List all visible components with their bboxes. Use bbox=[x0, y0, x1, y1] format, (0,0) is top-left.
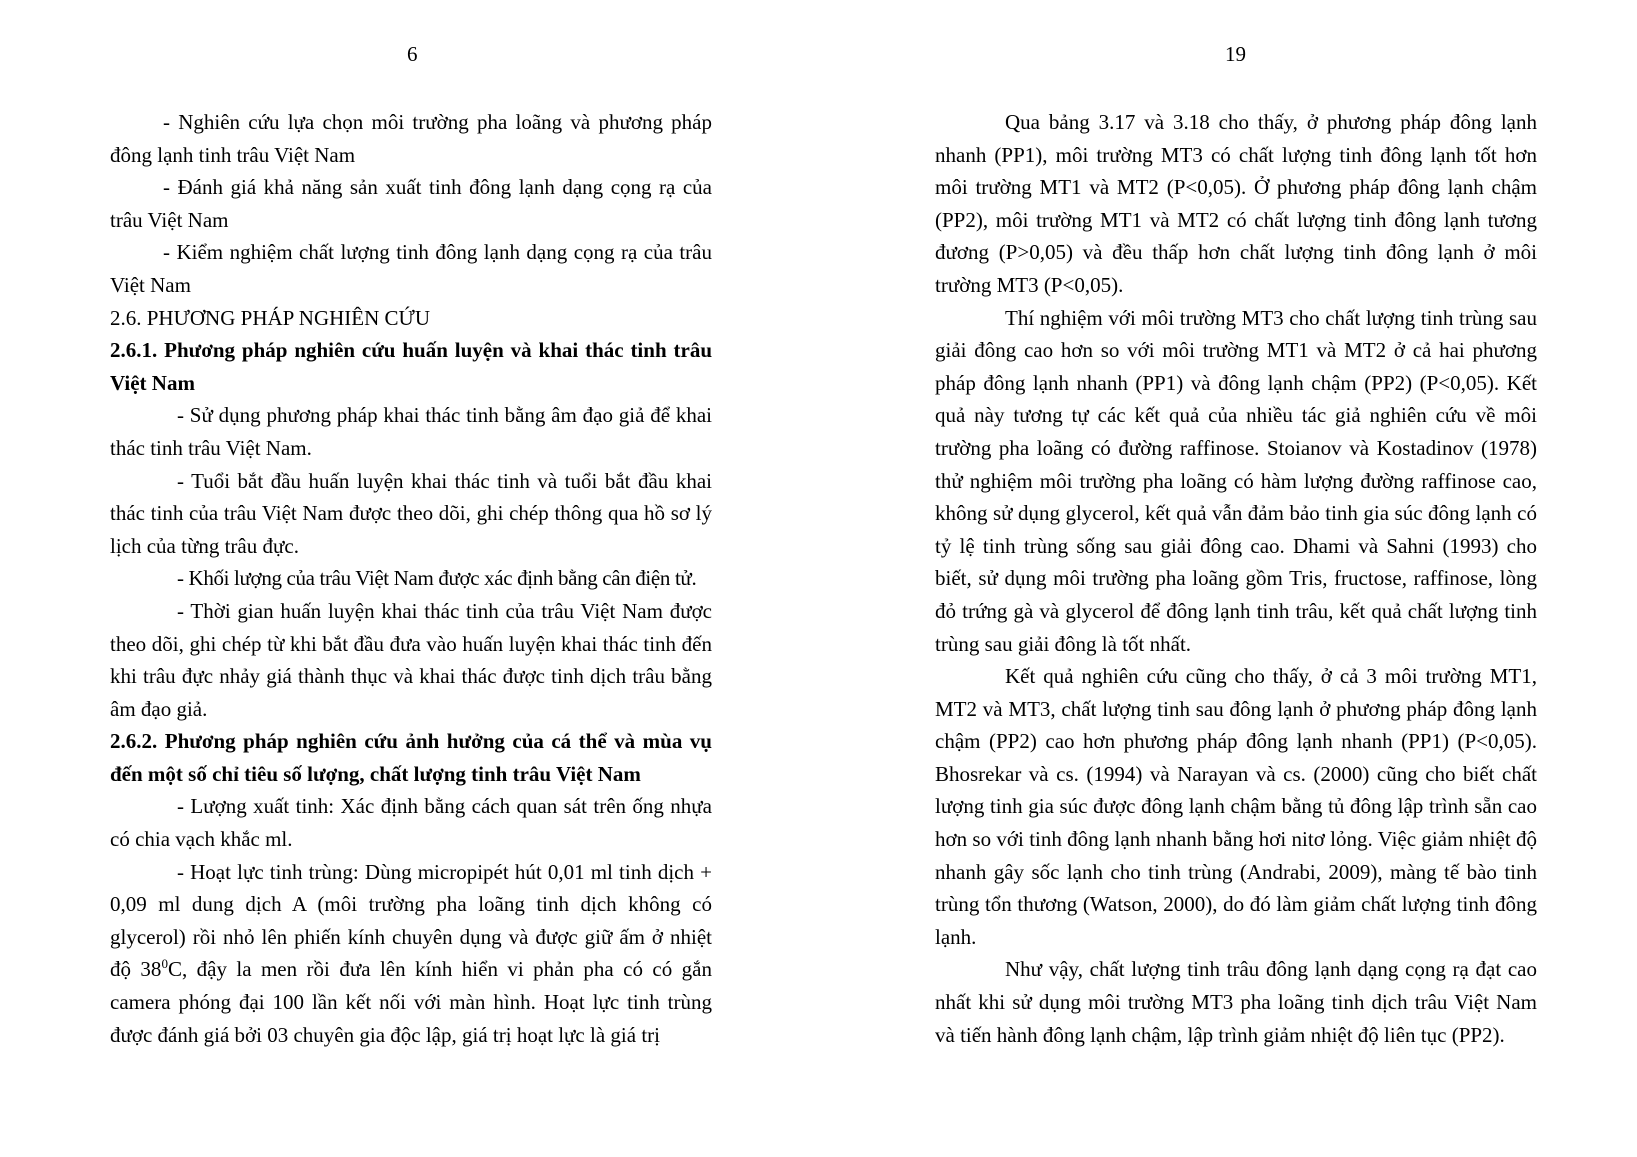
paragraph: - Thời gian huấn luyện khai thác tinh của trâu Việt Nam được theo dõi, ghi chép từ khi bắt đầu đưa vào huấn luyện khai thác tinh đến khi trâu đực nhảy giá thành thục và khai thác được tinh dịch trâu bằng âm đạo giả. bbox=[110, 598, 712, 721]
paragraph: - Đánh giá khả năng sản xuất tinh đông lạnh dạng cọng rạ của trâu Việt Nam bbox=[110, 175, 712, 232]
paragraph: - Lượng xuất tinh: Xác định bằng cách quan sát trên ống nhựa có chia vạch khắc ml. bbox=[110, 794, 712, 852]
paragraph: - Nghiên cứu lựa chọn môi trường pha loãng và phương pháp đông lạnh tinh trâu Việt Nam bbox=[110, 110, 712, 167]
paragraph: Thí nghiệm với môi trường MT3 cho chất lượng tinh trùng sau giải đông cao hơn so với môi trường MT1 và MT2 ở cả hai phương pháp đông lạnh nhanh (PP1) và đông lạnh chậm (PP2) (P<0,05). Kết quả này tương tự các kết quả của nhiều tác giả nghiên cứu về môi trường pha loãng có đường raffinose. Stoianov và Kostadinov (1978) thử nghiệm môi trường pha loãng có hàm lượng đường raffinose cao, không sử dụng glycerol, kết quả vẫn đảm bảo tinh gia súc đông lạnh có tỷ lệ tinh trùng sống sau giải đông cao. Dhami và Sahni (1993) cho biết, sử dụng môi trường pha loãng gồm Tris, fructose, raffinose, lòng đỏ trứng gà và glycerol để đông lạnh tinh trâu, kết quả chất lượng tinh trùng sau giải đông là tốt nhất. bbox=[935, 305, 1537, 656]
superscript: 0 bbox=[161, 956, 168, 972]
paragraph: Qua bảng 3.17 và 3.18 cho thấy, ở phương pháp đông lạnh nhanh (PP1), môi trường MT3 có chất lượng tinh đông lạnh tốt hơn môi trường MT1 và MT2 (P<0,05). Ở phương pháp đông lạnh chậm (PP2), môi trường MT1 và MT2 có chất lượng tinh đông lạnh tương đương (P>0,05) và đều thấp hơn chất lượng tinh đông lạnh ở môi trường MT3 (P<0,05). bbox=[935, 110, 1537, 297]
right-page-body bbox=[935, 106, 1537, 1051]
paragraph bbox=[110, 856, 712, 1052]
page-number: 19 bbox=[1225, 42, 1246, 66]
section-heading: 2.6. PHƯƠNG PHÁP NGHIÊN CỨU bbox=[110, 305, 430, 330]
page-number: 6 bbox=[407, 42, 418, 66]
paragraph: Kết quả nghiên cứu cũng cho thấy, ở cả 3 môi trường MT1, MT2 và MT3, chất lượng tinh sau đông lạnh ở phương pháp đông lạnh chậm (PP2) cao hơn phương pháp đông lạnh nhanh (PP1) (P<0,05). Bhosrekar và cs. (1994) và Narayan và cs. (2000) cũng cho biết chất lượng tinh gia súc được đông lạnh chậm bằng tủ đông lập trình sẵn cao hơn so với tinh đông lạnh nhanh bằng hơi nitơ lỏng. Việc giảm nhiệt độ nhanh gây sốc lạnh cho tinh trùng (Andrabi, 2009), màng tế bào tinh trùng tổn thương (Watson, 2000), do đó làm giảm chất lượng tinh đông lạnh. bbox=[935, 664, 1537, 949]
paragraph-text: - Hoạt lực tinh trùng: Dùng micropipét hút 0,01 ml tinh dịch + 0,09 ml dung dịch A (môi trường pha loãng tinh dịch không có glycerol) rồi nhỏ lên phiến kính chuyên dụng và được giữ ấm ở nhiệt độ 38 bbox=[110, 859, 712, 982]
paragraph: Như vậy, chất lượng tinh trâu đông lạnh dạng cọng rạ đạt cao nhất khi sử dụng môi trường MT3 pha loãng tinh dịch trâu Việt Nam và tiến hành đông lạnh chậm, lập trình giảm nhiệt độ liên tục (PP2). bbox=[935, 957, 1537, 1047]
paragraph: - Sử dụng phương pháp khai thác tinh bằng âm đạo giả để khai thác tinh trâu Việt Nam. bbox=[110, 403, 712, 460]
paragraph: - Tuổi bắt đầu huấn luyện khai thác tinh và tuổi bắt đầu khai thác tinh của trâu Việt Nam được theo dõi, ghi chép thông qua hồ sơ lý lịch của từng trâu đực. bbox=[110, 468, 712, 558]
paragraph-text: C, đậy la men rồi đưa lên kính hiển vi phản pha có có gắn camera phóng đại 100 lần kết nối với màn hình. Hoạt lực tinh trùng được đánh giá bởi 03 chuyên gia độc lập, giá trị hoạt lực là giá trị bbox=[110, 957, 712, 1047]
subsection-heading: 2.6.2. Phương pháp nghiên cứu ảnh hưởng của cá thể và mùa vụ đến một số chỉ tiêu số lượng, chất lượng tinh trâu Việt Nam bbox=[110, 729, 712, 786]
left-page-body bbox=[110, 106, 712, 1051]
paragraph: - Kiểm nghiệm chất lượng tinh đông lạnh dạng cọng rạ của trâu Việt Nam bbox=[110, 240, 712, 297]
paragraph: - Khối lượng của trâu Việt Nam được xác định bằng cân điện tử. bbox=[177, 566, 697, 591]
subsection-heading: 2.6.1. Phương pháp nghiên cứu huấn luyện và khai thác tinh trâu Việt Nam bbox=[110, 338, 712, 395]
